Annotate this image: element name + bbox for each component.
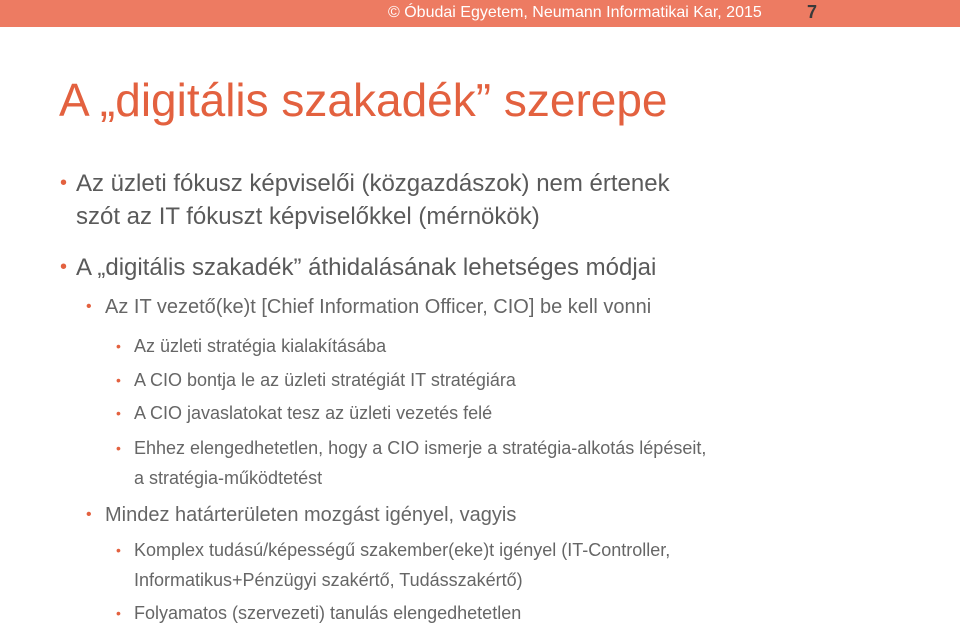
bullet-item bbox=[116, 398, 493, 428]
bullet-dot-icon: • bbox=[116, 605, 121, 621]
bullet-item bbox=[86, 293, 652, 321]
bullet-text-line: A CIO javaslatokat tesz az üzleti vezetés felé bbox=[134, 403, 493, 423]
copyright-text: © Óbudai Egyetem, Neumann Informatikai Kar, 2015 bbox=[388, 4, 762, 21]
bullet-dot-icon: • bbox=[116, 405, 121, 421]
bullet-dot-icon: • bbox=[116, 338, 121, 354]
bullet-item bbox=[86, 501, 517, 529]
bullet-text-line: szót az IT fókuszt képviselőkkel (mérnökök) bbox=[76, 203, 540, 230]
bullet-text-line: Az üzleti stratégia kialakításába bbox=[134, 336, 387, 356]
bullet-item bbox=[60, 167, 670, 233]
bullet-dot-icon: • bbox=[116, 372, 121, 388]
bullet-text-line: A CIO bontja le az üzleti stratégiát IT stratégiára bbox=[134, 370, 516, 390]
bullet-text-line: Informatikus+Pénzügyi szakértő, Tudásszakértő) bbox=[134, 570, 523, 590]
bullet-dot-icon: • bbox=[116, 440, 121, 456]
bullet-text-line: Mindez határterületen mozgást igényel, vagyis bbox=[105, 504, 517, 526]
page-number: 7 bbox=[807, 2, 818, 22]
bullet-dot-icon: • bbox=[86, 506, 92, 523]
bullet-dot-icon: • bbox=[60, 256, 68, 278]
bullet-text-line: a stratégia-működtetést bbox=[134, 468, 323, 488]
bullet-item bbox=[116, 331, 387, 361]
bullet-item bbox=[116, 535, 671, 595]
bullet-text-line: Az üzleti fókusz képviselői (közgazdászok) nem értenek bbox=[76, 170, 670, 197]
bullet-text-line: A „digitális szakadék” áthidalásának lehetséges módjai bbox=[76, 254, 657, 281]
bullet-item bbox=[116, 365, 516, 395]
bullet-item bbox=[60, 251, 657, 284]
bullet-dot-icon: • bbox=[116, 542, 121, 558]
slide-title: A „digitális szakadék” szerepe bbox=[59, 74, 668, 126]
bullet-item bbox=[116, 433, 707, 493]
bullet-dot-icon: • bbox=[86, 298, 92, 315]
bullet-text-line: Komplex tudású/képességű szakember(eke)t igényel (IT-Controller, bbox=[134, 540, 671, 560]
bullet-text-line: Ehhez elengedhetetlen, hogy a CIO ismerje a stratégia-alkotás lépéseit, bbox=[134, 438, 707, 458]
header-bar bbox=[0, 0, 960, 27]
bullet-item bbox=[116, 598, 522, 628]
bullet-text-line: Folyamatos (szervezeti) tanulás elengedhetetlen bbox=[134, 603, 522, 623]
bullet-text-line: Az IT vezető(ke)t [Chief Information Officer, CIO] be kell vonni bbox=[105, 296, 652, 318]
bullet-dot-icon: • bbox=[60, 172, 68, 194]
